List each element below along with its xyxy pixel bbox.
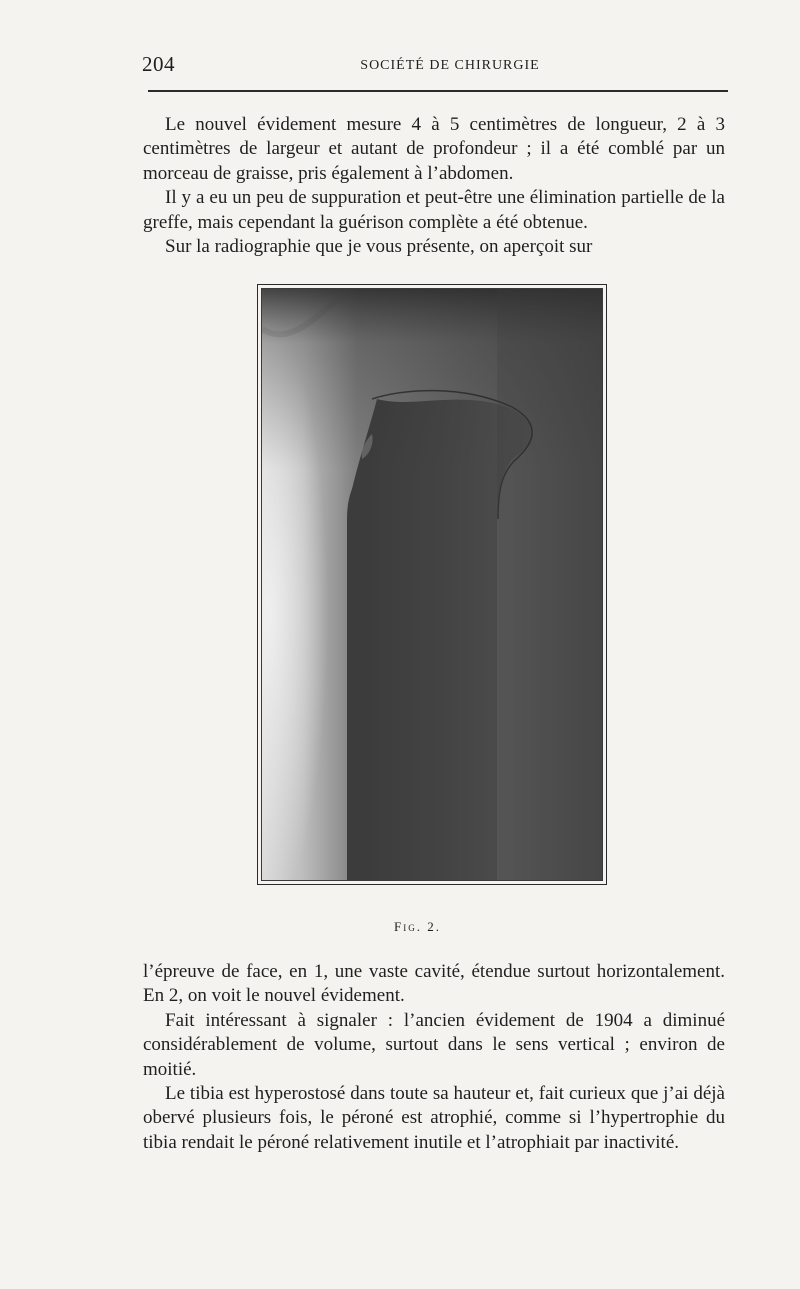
radiograph-illustration	[262, 289, 602, 880]
paragraph: Le nouvel évidement mesure 4 à 5 centimètres de longueur, 2 à 3 centimètres de largeur et autant de profondeur ; il a été comblé par un morceau de graisse, pris également à l’abdomen.	[143, 114, 725, 184]
figure-caption: Fig. 2.	[394, 919, 441, 934]
radiograph-image	[261, 288, 603, 881]
paragraph: Fait intéressant à signaler : l’ancien évidement de 1904 a diminué considérablement de volume, surtout dans le sens vertical ; environ de moitié.	[143, 1009, 725, 1080]
page-number: 204	[142, 52, 175, 76]
paragraph: Le tibia est hyperostosé dans toute sa hauteur et, fait curieux que j’ai déjà obervé plusieurs fois, le péroné est atrophié, comme si l’hypertrophie du tibia rendait le péroné relativement inutile et l’atrophiait par inactivité.	[143, 1083, 725, 1153]
body-text-top	[143, 113, 725, 259]
body-text-bottom	[143, 960, 725, 1155]
figure-frame	[257, 284, 607, 885]
header-rule	[148, 90, 728, 92]
paragraph: Sur la radiographie que je vous présente, on aperçoit sur	[165, 236, 593, 258]
paragraph: l’épreuve de face, en 1, une vaste cavité, étendue surtout horizontalement. En 2, on voit le nouvel évidement.	[143, 961, 725, 1007]
running-title: SOCIÉTÉ DE CHIRURGIE	[360, 58, 540, 73]
paragraph: Il y a eu un peu de suppuration et peut-être une élimination partielle de la greffe, mais cependant la guérison complète a été obtenue.	[143, 187, 725, 233]
